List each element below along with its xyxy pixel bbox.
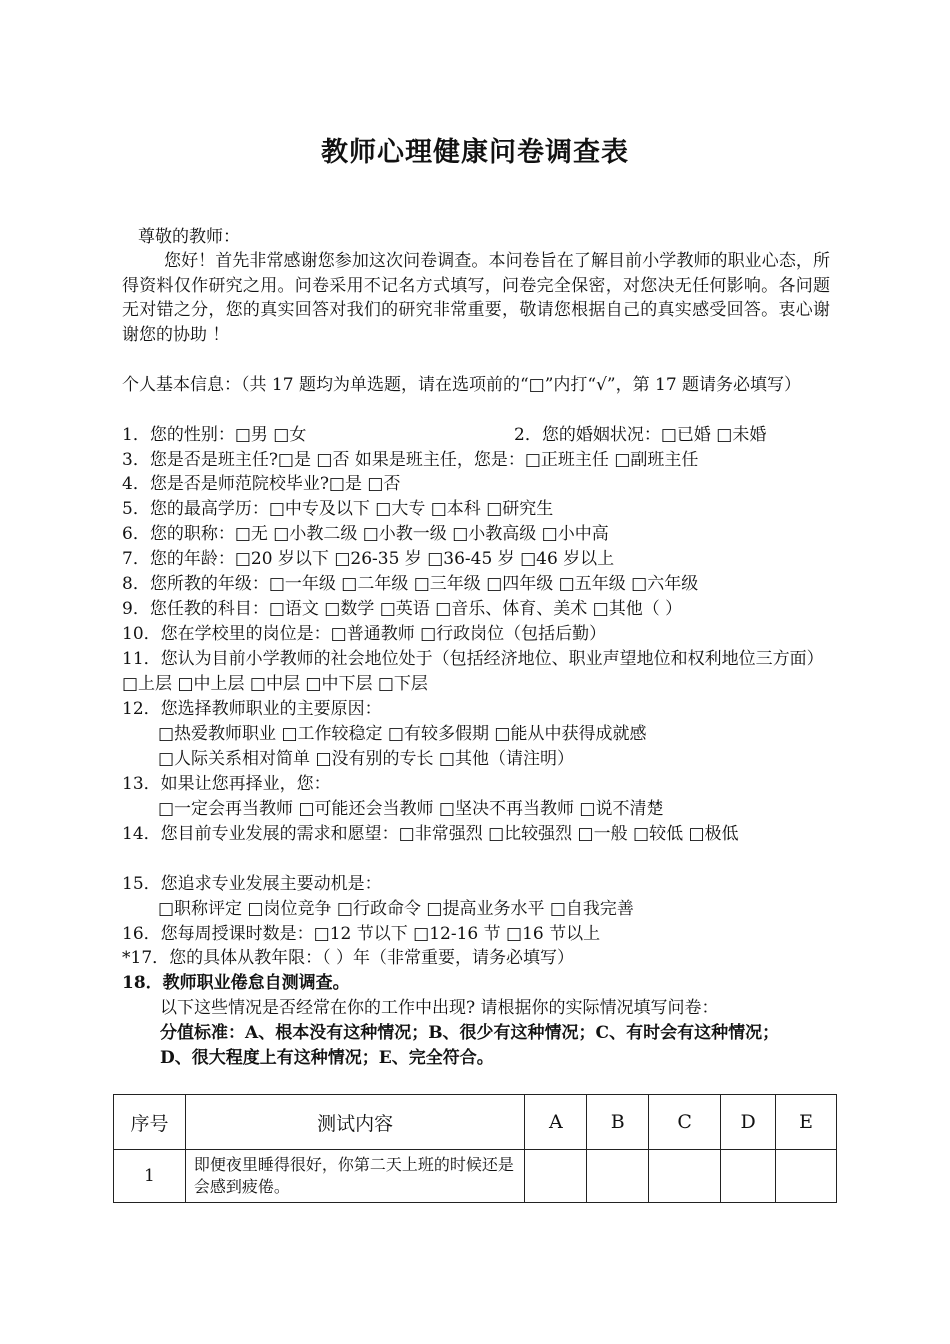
header-number: 序号 [114,1095,186,1150]
question-11: 11．您认为目前小学教师的社会地位处于（包括经济地位、职业声望地位和权利地位三方面） □上层 □中上层 □中层 □中下层 □下层 [122,649,824,694]
header-a: A [525,1095,587,1150]
header-b: B [587,1095,649,1150]
question-8: 8．您所教的年级：□一年级 □二年级 □三年级 □四年级 □五年级 □六年级 [122,574,699,594]
question-4: 4．您是否是师范院校毕业?□是 □否 [122,474,401,494]
answer-cell-e[interactable] [776,1150,837,1203]
question-13-options: □一定会再当教师 □可能还会当教师 □坚决不再当教师 □说不清楚 [158,799,664,819]
question-7: 7．您的年龄：□20 岁以下 □26-35 岁 □36-45 岁 □46 岁以上 [122,549,615,569]
question-2: 2．您的婚姻状况：□已婚 □未婚 [514,425,767,445]
header-c: C [649,1095,721,1150]
question-10: 10．您在学校里的岗位是：□普通教师 □行政岗位（包括后勤） [122,624,607,644]
burnout-table [113,1094,837,1203]
question-13: 13．如果让您再择业，您： [122,774,331,794]
question-18-description: 以下这些情况是否经常在你的工作中出现? 请根据你的实际情况填写问卷： [160,998,719,1018]
question-14: 14．您目前专业发展的需求和愿望：□非常强烈 □比较强烈 □一般 □较低 □极低 [122,824,739,844]
question-3: 3．您是否是班主任?□是 □否 如果是班主任，您是：□正班主任 □副班主任 [122,450,699,470]
question-16: 16．您每周授课时数是：□12 节以下 □12-16 节 □16 节以上 [122,924,601,944]
table-header-row [114,1095,837,1150]
question-12-options-a: □热爱教师职业 □工作较稳定 □有较多假期 □能从中获得成就感 [158,724,647,744]
header-content: 测试内容 [185,1095,524,1150]
question-17: *17．您的具体从教年限：（ ）年（非常重要，请务必填写） [122,948,575,968]
question-1: 1．您的性别：□男 □女 [122,425,307,445]
intro-paragraph: 您好！首先非常感谢您参加这次问卷调查。本问卷旨在了解目前小学教师的职业心态，所得资料仅作研究之用。问卷采用不记名方式填写，问卷完全保密，对您决无任何影响。各问题无对错之分，您的真实回答对我们的研究非常重要，敬请您根据自己的真实感受回答。衷心谢谢您的协助 ！ [122,251,830,345]
table-row [114,1150,837,1203]
question-12: 12．您选择教师职业的主要原因： [122,699,382,719]
answer-cell-c[interactable] [649,1150,721,1203]
score-scale-line-1: 分值标准：A、根本没有这种情况；B、很少有这种情况；C、有时会有这种情况； [160,1023,780,1043]
question-18: 18．教师职业倦怠自测调查。 [122,973,350,993]
score-scale-line-2: D、很大程度上有这种情况；E、完全符合。 [160,1048,494,1068]
question-6: 6．您的职称：□无 □小教二级 □小教一级 □小教高级 □小中高 [122,524,609,544]
question-5: 5．您的最高学历：□中专及以下 □大专 □本科 □研究生 [122,499,554,519]
question-9: 9．您任教的科目：□语文 □数学 □英语 □音乐、体育、美术 □其他（ ） [122,599,683,619]
row-number: 1 [114,1150,186,1203]
header-d: D [721,1095,776,1150]
question-15-options: □职称评定 □岗位竞争 □行政命令 □提高业务水平 □自我完善 [158,899,634,919]
question-12-options-b: □人际关系相对简单 □没有别的专长 □其他（请注明） [158,749,574,769]
question-15: 15．您追求专业发展主要动机是： [122,874,382,894]
answer-cell-d[interactable] [721,1150,776,1203]
answer-cell-a[interactable] [525,1150,587,1203]
page-title: 教师心理健康问卷调查表 [321,137,629,168]
greeting: 尊敬的教师： [138,227,240,247]
header-e: E [776,1095,837,1150]
answer-cell-b[interactable] [587,1150,649,1203]
row-content: 即便夜里睡得很好，你第二天上班的时候还是会感到疲倦。 [185,1150,524,1203]
basic-info-heading: 个人基本信息：（共 17 题均为单选题，请在选项前的“□”内打“√”，第 17 题请务必填写） [122,375,802,395]
